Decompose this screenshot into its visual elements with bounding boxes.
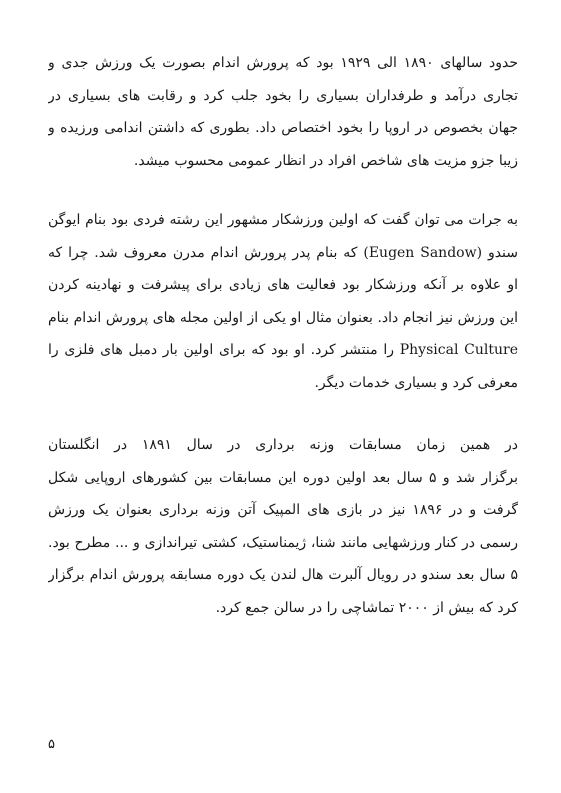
paragraph-line: جهان بخصوص در اروپا را بخود اختصاص داد. بطوری که داشتن اندامی ورزیده و: [48, 120, 518, 136]
paragraph-line: حدود سالهای ۱۸۹۰ الی ۱۹۲۹ بود که پرورش اندام بصورت یک ورزش جدی و: [48, 55, 518, 71]
page-number: ۵: [48, 737, 55, 752]
paragraph-line: رسمی در کنار ورزشهایی مانند شنا، ژیمناستیک، کشتی تیراندازی و ... مطرح بود.: [48, 534, 518, 551]
paragraph-line: کرد که بیش از ۲۰۰۰ تماشاچی را در سالن جمع کرد.: [215, 599, 518, 616]
paragraph-line: زیبا جزو مزیت های شاخص افراد در انظار عمومی محسوب میشد.: [133, 152, 518, 169]
paragraph-3: [48, 429, 518, 624]
paragraph-line: Physical Culture را منتشر کرد. او بود که برای اولین بار دمبل های فلزی را: [48, 342, 518, 358]
paragraph-line: گرفت و در ۱۸۹۶ نیز در بازی های المپیک آتن وزنه برداری بعنوان یک ورزش: [48, 502, 518, 518]
paragraph-line: سندو (Eugen Sandow) که بنام پدر پرورش اندام مدرن معروف شد. چرا که: [48, 244, 518, 261]
paragraph-line: تجاری درآمد و طرفداران بسیاری را بخود جلب کرد و رقابت های بسیاری در: [48, 87, 518, 104]
paragraph-line: ۵ سال بعد سندو در رویال آلبرت هال لندن یک دوره مسابقه پرورش اندام برگزار: [48, 567, 518, 583]
paragraph-line: در همین زمان مسابقات وزنه برداری در سال ۱۸۹۱ در انگلستان: [48, 437, 518, 453]
paragraph-1: [48, 47, 518, 177]
paragraph-2: [48, 204, 518, 399]
paragraph-line: برگزار شد و ۵ سال بعد اولین دوره این مسابقات بین کشورهای اروپایی شکل: [48, 469, 518, 486]
paragraph-line: این ورزش نیز انجام داد. بعنوان مثال او یکی از اولین مجله های پرورش اندام بنام: [48, 309, 518, 326]
paragraph-line: او علاوه بر آنکه ورزشکار بود فعالیت های زیادی برای پیشرفت و نهادینه کردن: [48, 277, 518, 293]
paragraph-line: به جرات می توان گفت که اولین ورزشکار مشهور این رشته فردی بود بنام ایوگن: [48, 212, 518, 228]
paragraph-line: معرفی کرد و بسیاری خدمات دیگر.: [314, 374, 518, 391]
